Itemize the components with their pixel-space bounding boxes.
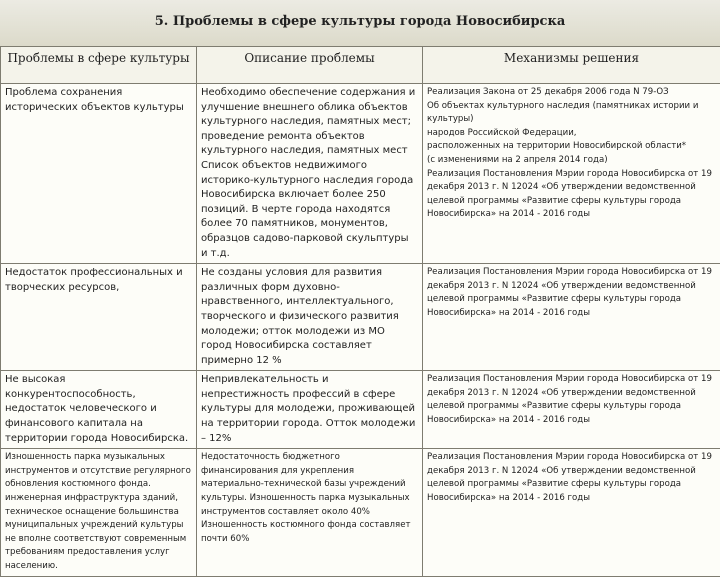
mechanism-line: (с изменениями на 2 апреля 2014 года)	[427, 154, 716, 168]
mechanism-line: Реализация Постановления Мэрии города Новосибирска от 19 декабря 2013 г. N 12024 «Об утверждении ведомственной целевой программы «Развитие сферы культуры города Новосибирска» на 2014 - 2016 годы	[427, 266, 716, 320]
mechanism-line: Реализация Закона от 25 декабря 2006 года N 79-ОЗ	[427, 86, 716, 100]
mechanism-line: расположенных на территории Новосибирской области*	[427, 140, 716, 154]
table-row	[1, 84, 720, 264]
mechanism-line: Об объектах культурного наследия (памятниках истории и культуры)	[427, 100, 716, 127]
page-title: 5. Проблемы в сфере культуры города Новосибирска	[0, 14, 720, 29]
mechanism-line: народов Российской Федерации,	[427, 127, 716, 141]
problem-cell: Недостаток профессиональных и творческих ресурсов,	[1, 264, 197, 371]
mechanism-line: Реализация Постановления Мэрии города Новосибирска от 19 декабря 2013 г. N 12024 «Об утверждении ведомственной целевой программы «Развитие сферы культуры города Новосибирска» на 2014 - 2016 годы	[427, 373, 716, 427]
table-row	[1, 371, 720, 449]
column-header-mechanisms: Механизмы решения	[423, 47, 720, 84]
mechanism-line: Реализация Постановления Мэрии города Новосибирска от 19 декабря 2013 г. N 12024 «Об утверждении ведомственной целевой программы «Развитие сферы культуры города Новосибирска» на 2014 - 2016 годы	[427, 451, 716, 505]
table-row	[1, 264, 720, 371]
description-cell: Непривлекательность и непрестижность профессий в сфере культуры для молодежи, проживающей на территории города. Отток молодежи – 12%	[197, 371, 423, 449]
mechanisms-cell	[423, 264, 720, 371]
problem-cell: Проблема сохранения исторических объектов культуры	[1, 84, 197, 264]
title-bar	[0, 0, 720, 47]
description-cell: Необходимо обеспечение содержания и улучшение внешнего облика объектов культурного наследия, памятных мест; проведение ремонта объектов культурного наследия, памятных мест Список объектов недвижимого историко-культурного наследия города Новосибирска включает более 250 позиций. В черте города находятся более 70 памятников, монументов, образцов садово-парковой скульптуры и т.д.	[197, 84, 423, 264]
mechanisms-cell	[423, 449, 720, 576]
column-header-description: Описание проблемы	[197, 47, 423, 84]
mechanisms-cell	[423, 84, 720, 264]
description-cell: Недостаточность бюджетного финансирования для укрепления материально-технической базы учреждений культуры. Изношенность парка музыкальных инструментов составляет около 40% Изношенность костюмного фонда составляет почти 60%	[197, 449, 423, 576]
problem-cell: Изношенность парка музыкальных инструментов и отсутствие регулярного обновления костюмного фонда. инженерная инфраструктура зданий, техническое оснащение большинства муниципальных учреждений культуры не вполне соответствуют современным требованиям предоставления услуг населению.	[1, 449, 197, 576]
problem-cell: Не высокая конкурентоспособность, недостаток человеческого и финансового капитала на территории города Новосибирска.	[1, 371, 197, 449]
description-cell: Не созданы условия для развития различных форм духовно-нравственного, интеллектуального, творческого и физического развития молодежи; отток молодежи из МО город Новосибирска составляет примерно 12 %	[197, 264, 423, 371]
column-header-problems: Проблемы в сфере культуры	[1, 47, 197, 84]
problems-table	[0, 46, 720, 577]
table-row	[1, 449, 720, 576]
mechanisms-cell	[423, 371, 720, 449]
mechanism-line: Реализация Постановления Мэрии города Новосибирска от 19 декабря 2013 г. N 12024 «Об утверждении ведомственной целевой программы «Развитие сферы культуры города Новосибирска» на 2014 - 2016 годы	[427, 168, 716, 222]
table-header-row	[1, 47, 720, 84]
